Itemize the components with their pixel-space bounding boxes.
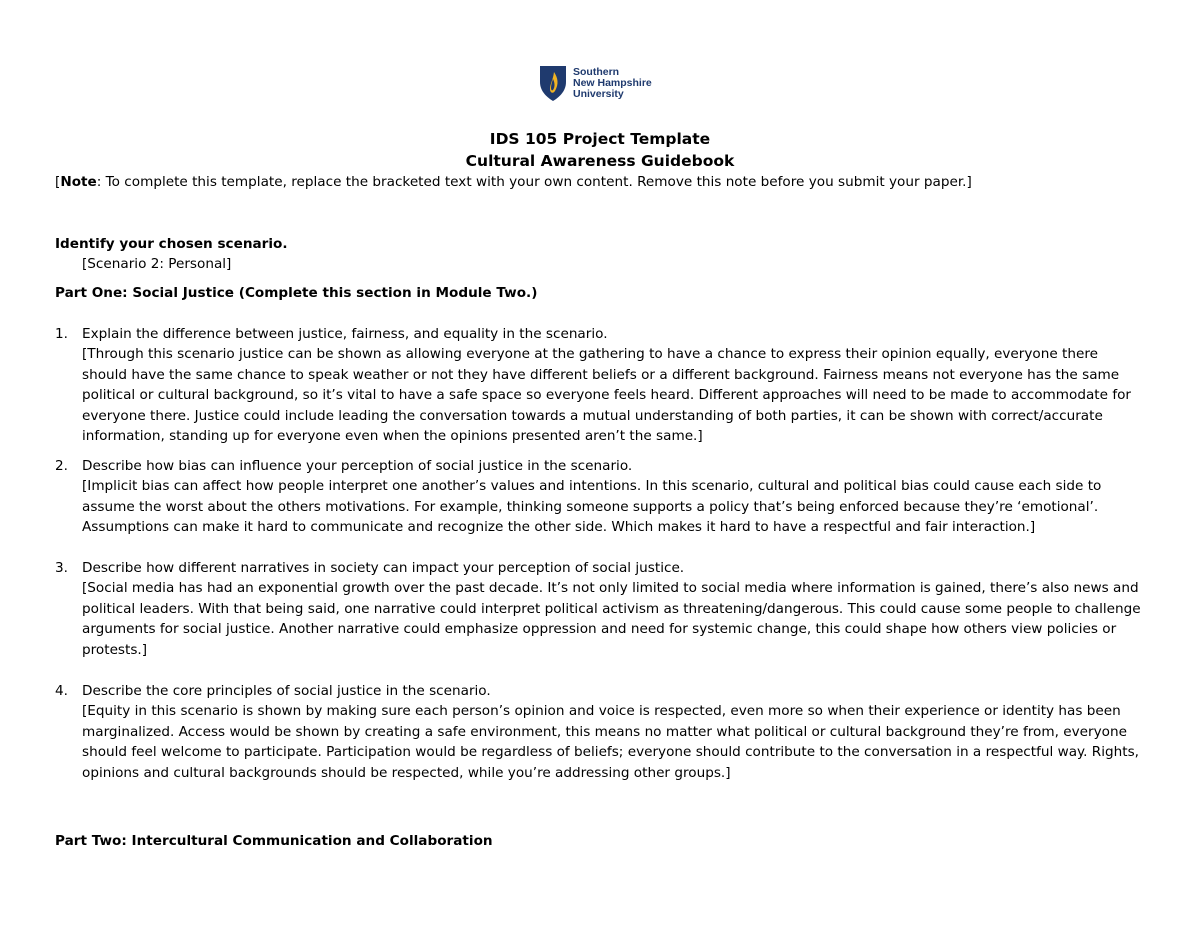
snhu-wordmark [573,67,652,100]
question-item-2 [55,456,1145,538]
question-item-4 [55,681,1145,783]
question-answer: [Implicit bias can affect how people interpret one another’s values and intentions. In this scenario, cultural and political bias could cause each side to assume the worst about the others motivations. For example, thinking someone supports a policy that’s being enforced because they’re ‘emotional’. Assumptions can make it hard to communicate and recognize the other side. Which makes it hard to have a respectful and fair interaction.] [82,478,1102,536]
question-prompt: Describe the core principles of social justice in the scenario. [82,683,491,699]
question-answer: [Equity in this scenario is shown by making sure each person’s opinion and voice is respected, even more so when their experience or identity has been marginalized. Access would be shown by creating a safe environment, this means no matter what political or cultural background they’re from, everyone should feel welcome to participate. Participation would be regardless of beliefs; everyone should contribute to the conversation in a respectful way. Rights, opinions and cultural backgrounds should be respected, while you’re addressing other groups.] [82,703,1140,781]
scenario-answer: [Scenario 2: Personal] [82,256,232,272]
note-text: : To complete this template, replace the bracketed text with your own content. Remove this note before you submit your paper.] [96,174,972,190]
question-prompt: Describe how bias can influence your perception of social justice in the scenario. [82,458,633,474]
title-line-2: Cultural Awareness Guidebook [465,152,735,170]
note-open-bracket: [ [55,174,61,190]
question-number: 3. [55,560,68,576]
title-line-1: IDS 105 Project Template [489,130,711,148]
scenario-heading: Identify your chosen scenario. [55,236,288,252]
logo-line-3: University [573,87,624,100]
question-answer: [Through this scenario justice can be shown as allowing everyone at the gathering to have a chance to express their opinion equally, everyone there should have the same chance to speak weather or not they have different beliefs or a different background. Fairness means not everyone has the same political or cultural background, so it’s vital to have a safe space so everyone feels heard. Different approaches will need to be made to accommodate for everyone there. Justice could include leading the conversation towards a mutual understanding of both parties, it can be shown with correct/accurate information, standing up for everyone even when the opinions presented aren’t the same.] [82,346,1132,445]
question-item-3 [55,558,1145,660]
question-prompt: Describe how different narratives in society can impact your perception of social justice. [82,560,685,576]
question-prompt: Explain the difference between justice, fairness, and equality in the scenario. [82,326,608,342]
question-answer: [Social media has had an exponential growth over the past decade. It’s not only limited to social media where information is gained, there’s also news and political leaders. With that being said, one narrative could interpret political activism as threatening/dangerous. This could cause some people to challenge arguments for social justice. Another narrative could emphasize oppression and need for systemic change, this could shape how others view policies or protests.] [82,580,1141,658]
question-number: 1. [55,326,68,342]
template-note [55,172,972,192]
question-number: 4. [55,683,68,699]
question-number: 2. [55,458,68,474]
snhu-shield-icon [538,64,568,102]
snhu-logo [538,64,652,102]
logo-line-2: New Hampshire [573,76,652,89]
logo-line-1: Southern [573,65,620,78]
note-label: Note [60,174,97,190]
question-item-1 [55,324,1145,446]
part-one-heading: Part One: Social Justice (Complete this section in Module Two.) [55,285,538,301]
part-two-heading: Part Two: Intercultural Communication and Collaboration [55,833,493,849]
document-title [0,128,1200,172]
